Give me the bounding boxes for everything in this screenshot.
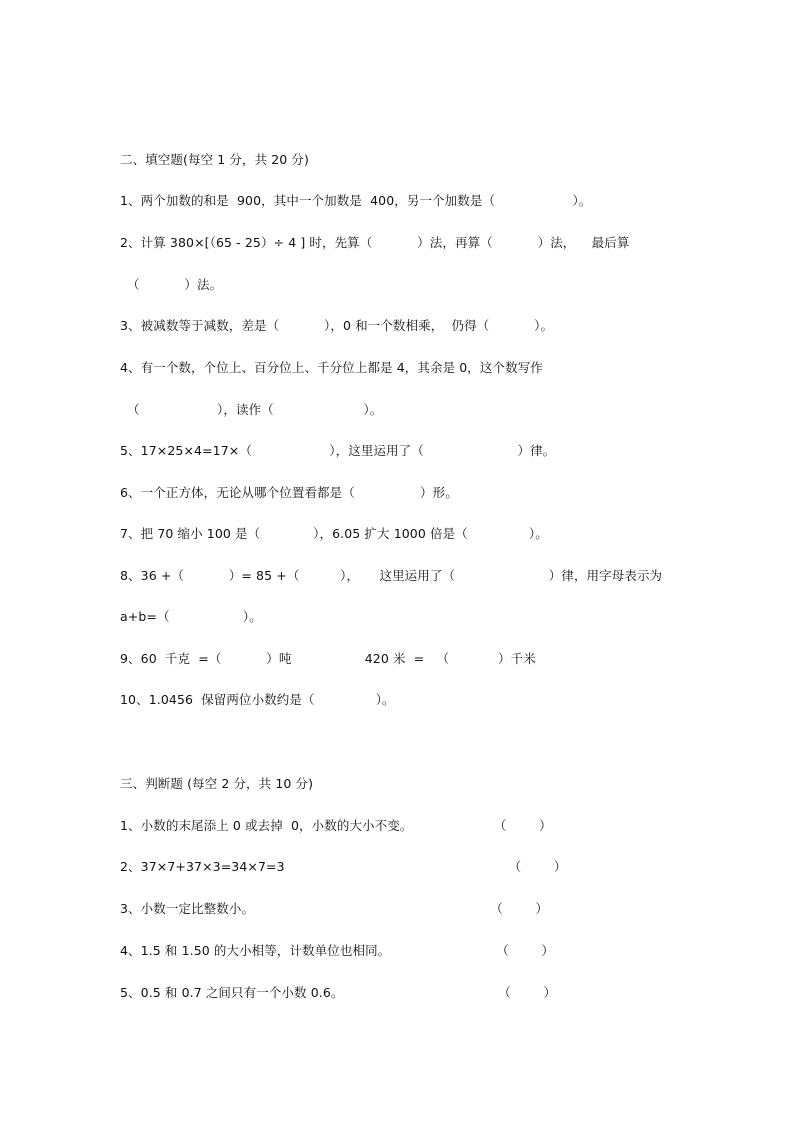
fill-question-1: 1、两个加数的和是 900，其中一个加数是 400，另一个加数是（ ）。 <box>120 193 592 208</box>
section-3-title: 三、判断题 (每空 2 分，共 10 分) <box>120 776 314 791</box>
fill-question-4-continued: （ ），读作（ ）。 <box>127 402 383 417</box>
judge-question-1: 1、小数的末尾添上 0 或去掉 0，小数的大小不变。 （ ） <box>120 818 552 833</box>
fill-question-8: 8、36 +（ ）= 85 +（ ）， 这里运用了（ ）律，用字母表示为 <box>120 568 663 583</box>
fill-question-8-continued: a+b=（ ）。 <box>120 609 262 624</box>
section-2-title: 二、填空题(每空 1 分，共 20 分) <box>120 152 310 167</box>
fill-question-7: 7、把 70 缩小 100 是（ ），6.05 扩大 1000 倍是（ ）。 <box>120 526 548 541</box>
fill-question-2-continued: （ ）法。 <box>127 277 223 292</box>
fill-question-4: 4、有一个数，个位上、百分位上、千分位上都是 4，其余是 0，这个数写作 <box>120 360 543 375</box>
fill-question-3: 3、被减数等于减数，差是（ ），0 和一个数相乘， 仍得（ ）。 <box>120 318 554 333</box>
fill-question-9: 9、60 千克 =（ ）吨 420 米 = （ ）千米 <box>120 651 536 666</box>
judge-question-2: 2、37×7+37×3=34×7=3 （ ） <box>120 859 567 874</box>
fill-question-6: 6、一个正方体，无论从哪个位置看都是（ ）形。 <box>120 485 458 500</box>
fill-question-2: 2、计算 380×[（65 - 25）÷ 4 ] 时，先算（ ）法，再算（ ）法， 最后算 <box>120 235 630 250</box>
judge-question-3: 3、小数一定比整数小。 （ ） <box>120 901 549 916</box>
fill-question-5: 5、17×25×4=17×（ ），这里运用了（ ）律。 <box>120 443 556 458</box>
fill-question-10: 10、1.0456 保留两位小数约是（ ）。 <box>120 692 395 707</box>
judge-question-4: 4、1.5 和 1.50 的大小相等，计数单位也相同。 （ ） <box>120 943 554 958</box>
judge-question-5: 5、0.5 和 0.7 之间只有一个小数 0.6。 （ ） <box>120 985 557 1000</box>
